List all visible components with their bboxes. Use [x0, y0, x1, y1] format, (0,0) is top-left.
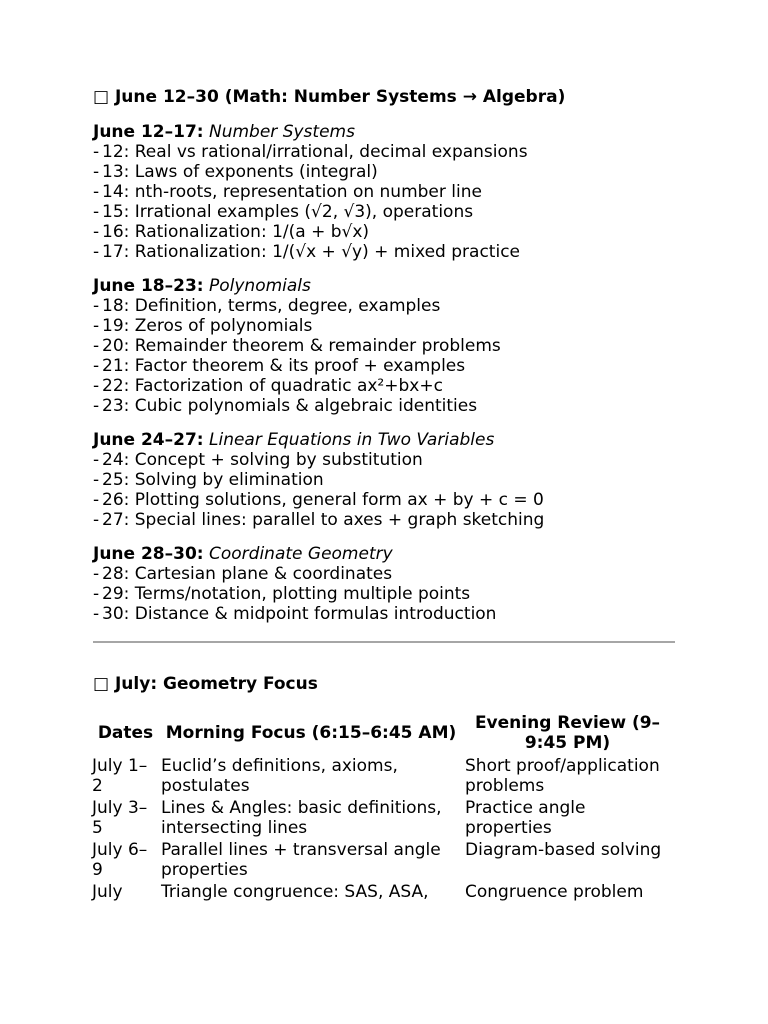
list-item: - 20: Remainder theorem & remainder problems — [93, 336, 693, 356]
list-item: - 13: Laws of exponents (integral) — [93, 162, 693, 182]
cell-dates: July — [92, 882, 123, 902]
list-item: - 19: Zeros of polynomials — [93, 316, 693, 336]
cell-evening-review: Congruence problem — [465, 882, 644, 902]
july-heading — [93, 673, 693, 695]
list-item: - 23: Cubic polynomials & algebraic identities — [93, 396, 693, 416]
list-item: - 17: Rationalization: 1/(√x + √y) + mixed practice — [93, 242, 693, 262]
horizontal-divider — [93, 641, 675, 643]
header-evening-review: Evening Review (9–9:45 PM) — [474, 713, 661, 753]
header-dates: Dates — [97, 723, 154, 743]
june-sections — [93, 122, 693, 624]
list-item: - 24: Concept + solving by substitution — [93, 450, 693, 470]
section-topic: Linear Equations in Two Variables — [209, 430, 495, 450]
table-row — [92, 839, 672, 881]
list-item: - 16: Rationalization: 1/(a + b√x) — [93, 222, 693, 242]
table-header-row — [92, 711, 672, 755]
cell-evening-review: Diagram-based solving — [465, 840, 662, 860]
table-row — [92, 881, 672, 903]
table-body — [92, 755, 672, 903]
june-section — [93, 276, 693, 416]
june-section — [93, 430, 693, 530]
july-schedule-table — [92, 711, 672, 903]
cell-dates: July 6–9 — [92, 840, 148, 880]
section-title — [93, 122, 693, 142]
cell-evening-review: Practice angle properties — [465, 798, 586, 838]
june-section — [93, 122, 693, 262]
list-item: - 18: Definition, terms, degree, examples — [93, 296, 693, 316]
list-item: - 22: Factorization of quadratic ax²+bx+c — [93, 376, 693, 396]
section-item-list — [93, 296, 693, 416]
table-row — [92, 797, 672, 839]
section-date-range: June 24–27: — [93, 430, 204, 450]
header-morning-focus: Morning Focus (6:15–6:45 AM) — [165, 723, 457, 743]
cell-morning-focus: Parallel lines + transversal angle properties — [161, 840, 441, 880]
section-title — [93, 544, 693, 564]
section-date-range: June 28–30: — [93, 544, 204, 564]
july-heading-text: July: Geometry Focus — [114, 674, 318, 694]
section-topic: Polynomials — [209, 276, 311, 296]
list-item: - 15: Irrational examples (√2, √3), operations — [93, 202, 693, 222]
june-section — [93, 544, 693, 624]
cell-dates: July 3–5 — [92, 798, 148, 838]
section-title — [93, 430, 693, 450]
cell-morning-focus: Lines & Angles: basic definitions, intersecting lines — [161, 798, 442, 838]
document-body — [93, 86, 693, 903]
june-heading — [93, 86, 693, 108]
june-heading-text: June 12–30 (Math: Number Systems → Algebra) — [114, 87, 566, 107]
list-item: - 27: Special lines: parallel to axes + graph sketching — [93, 510, 693, 530]
list-item: - 14: nth-roots, representation on number line — [93, 182, 693, 202]
section-topic: Coordinate Geometry — [209, 544, 393, 564]
cell-evening-review: Short proof/application problems — [465, 756, 660, 796]
list-item: - 30: Distance & midpoint formulas introduction — [93, 604, 693, 624]
section-topic: Number Systems — [209, 122, 355, 142]
list-item: - 25: Solving by elimination — [93, 470, 693, 490]
table-row — [92, 755, 672, 797]
list-item: - 12: Real vs rational/irrational, decimal expansions — [93, 142, 693, 162]
section-item-list — [93, 142, 693, 262]
section-item-list — [93, 564, 693, 624]
list-item: - 26: Plotting solutions, general form ax + by + c = 0 — [93, 490, 693, 510]
cell-morning-focus: Euclid’s definitions, axioms, postulates — [161, 756, 398, 796]
checkbox-icon: □ — [93, 87, 110, 107]
checkbox-icon: □ — [93, 674, 110, 694]
section-date-range: June 12–17: — [93, 122, 204, 142]
section-item-list — [93, 450, 693, 530]
cell-morning-focus: Triangle congruence: SAS, ASA, — [161, 882, 429, 902]
list-item: - 21: Factor theorem & its proof + examples — [93, 356, 693, 376]
list-item: - 28: Cartesian plane & coordinates — [93, 564, 693, 584]
list-item: - 29: Terms/notation, plotting multiple points — [93, 584, 693, 604]
cell-dates: July 1–2 — [92, 756, 148, 796]
section-title — [93, 276, 693, 296]
section-date-range: June 18–23: — [93, 276, 204, 296]
